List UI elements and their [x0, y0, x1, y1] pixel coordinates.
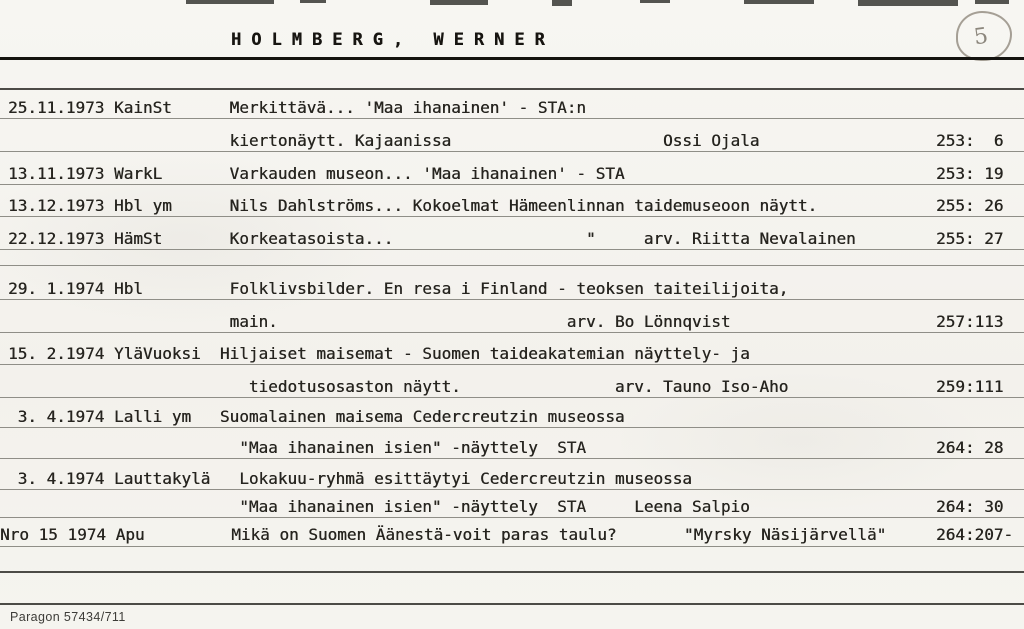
entry-line — [0, 228, 1024, 249]
scan-artifact — [552, 0, 572, 6]
entry-ref: 264:207- — [936, 525, 1014, 544]
scan-artifact — [975, 0, 1009, 4]
entry-text: "Maa ihanainen isien" -näyttely STA — [8, 438, 586, 457]
entry-text: 3. 4.1974 Lauttakylä Lokakuu-ryhmä esittäytyi Cedercreutzin museossa — [8, 469, 692, 488]
card-stock-imprint: Paragon 57434/711 — [10, 610, 126, 624]
entry-line — [0, 437, 1024, 458]
entry-line — [0, 468, 1024, 489]
ruled-line — [0, 517, 1024, 518]
entry-line — [0, 311, 1024, 332]
entry-line — [0, 163, 1024, 184]
entry-text: 25.11.1973 KainSt Merkittävä... 'Maa ihanainen' - STA:n — [8, 98, 586, 117]
entry-ref: 259:111 — [936, 377, 1004, 396]
scan-artifact — [186, 0, 274, 4]
entry-line — [0, 406, 1024, 427]
scan-artifact — [744, 0, 814, 4]
ruled-line — [0, 397, 1024, 398]
entry-line — [0, 130, 1024, 151]
ruled-line — [0, 184, 1024, 185]
sub-header-rule — [0, 88, 1024, 90]
ruled-line — [0, 299, 1024, 300]
entry-text: 22.12.1973 HämSt Korkeatasoista... " arv. Riitta Nevalainen — [8, 229, 856, 248]
entry-text: main. arv. Bo Lönnqvist — [8, 312, 731, 331]
scan-artifact — [430, 0, 488, 5]
entry-line — [0, 376, 1024, 397]
entry-text: Nro 15 1974 Apu Mikä on Suomen Äänestä-voit paras taulu? "Myrsky Näsijärvellä" — [0, 525, 887, 544]
entry-ref: 264: 28 — [936, 438, 1004, 457]
corner-note-text: 5 — [972, 23, 990, 50]
entry-ref: 253: 6 — [936, 131, 1004, 150]
scan-artifact — [300, 0, 326, 3]
entry-text: "Maa ihanainen isien" -näyttely STA Leena Salpio — [8, 497, 750, 516]
ruled-line — [0, 427, 1024, 428]
entry-ref: 255: 27 — [936, 229, 1004, 248]
footer-rule — [0, 571, 1024, 573]
entry-ref: 255: 26 — [936, 196, 1004, 215]
footer-rule — [0, 603, 1024, 605]
entry-text: 3. 4.1974 Lalli ym Suomalainen maisema Cedercreutzin museossa — [8, 407, 625, 426]
scan-artifact — [640, 0, 670, 3]
entry-line — [0, 278, 1024, 299]
card-title: HOLMBERG, WERNER — [231, 30, 555, 50]
entry-line — [0, 195, 1024, 216]
ruled-line — [0, 216, 1024, 217]
ruled-line — [0, 546, 1024, 547]
ruled-line — [0, 458, 1024, 459]
entry-line — [0, 496, 1024, 517]
entry-text: 13.11.1973 WarkL Varkauden museon... 'Maa ihanainen' - STA — [8, 164, 625, 183]
entry-line — [0, 97, 1024, 118]
entry-text: 15. 2.1974 YläVuoksi Hiljaiset maisemat - Suomen taideakatemian näyttely- ja — [8, 344, 750, 363]
ruled-line — [0, 332, 1024, 333]
header-rule — [0, 57, 1024, 60]
entry-text: 13.12.1973 Hbl ym Nils Dahlströms... Kokoelmat Hämeenlinnan taidemuseoon näytt. — [8, 196, 818, 215]
ruled-line — [0, 151, 1024, 152]
handwritten-circle-note — [956, 11, 1012, 61]
scan-artifact — [858, 0, 958, 6]
ruled-line — [0, 265, 1024, 266]
ruled-line — [0, 249, 1024, 250]
entry-ref: 253: 19 — [936, 164, 1004, 183]
ruled-line — [0, 489, 1024, 490]
entry-ref: 264: 30 — [936, 497, 1004, 516]
entry-line — [0, 343, 1024, 364]
entry-text: 29. 1.1974 Hbl Folklivsbilder. En resa i Finland - teoksen taiteilijoita, — [8, 279, 789, 298]
entry-ref: 257:113 — [936, 312, 1004, 331]
ruled-line — [0, 118, 1024, 119]
entry-text: kiertonäytt. Kajaanissa Ossi Ojala — [8, 131, 760, 150]
entry-text: tiedotusosaston näytt. arv. Tauno Iso-Aho — [8, 377, 789, 396]
ruled-line — [0, 364, 1024, 365]
entry-line — [0, 524, 1024, 545]
